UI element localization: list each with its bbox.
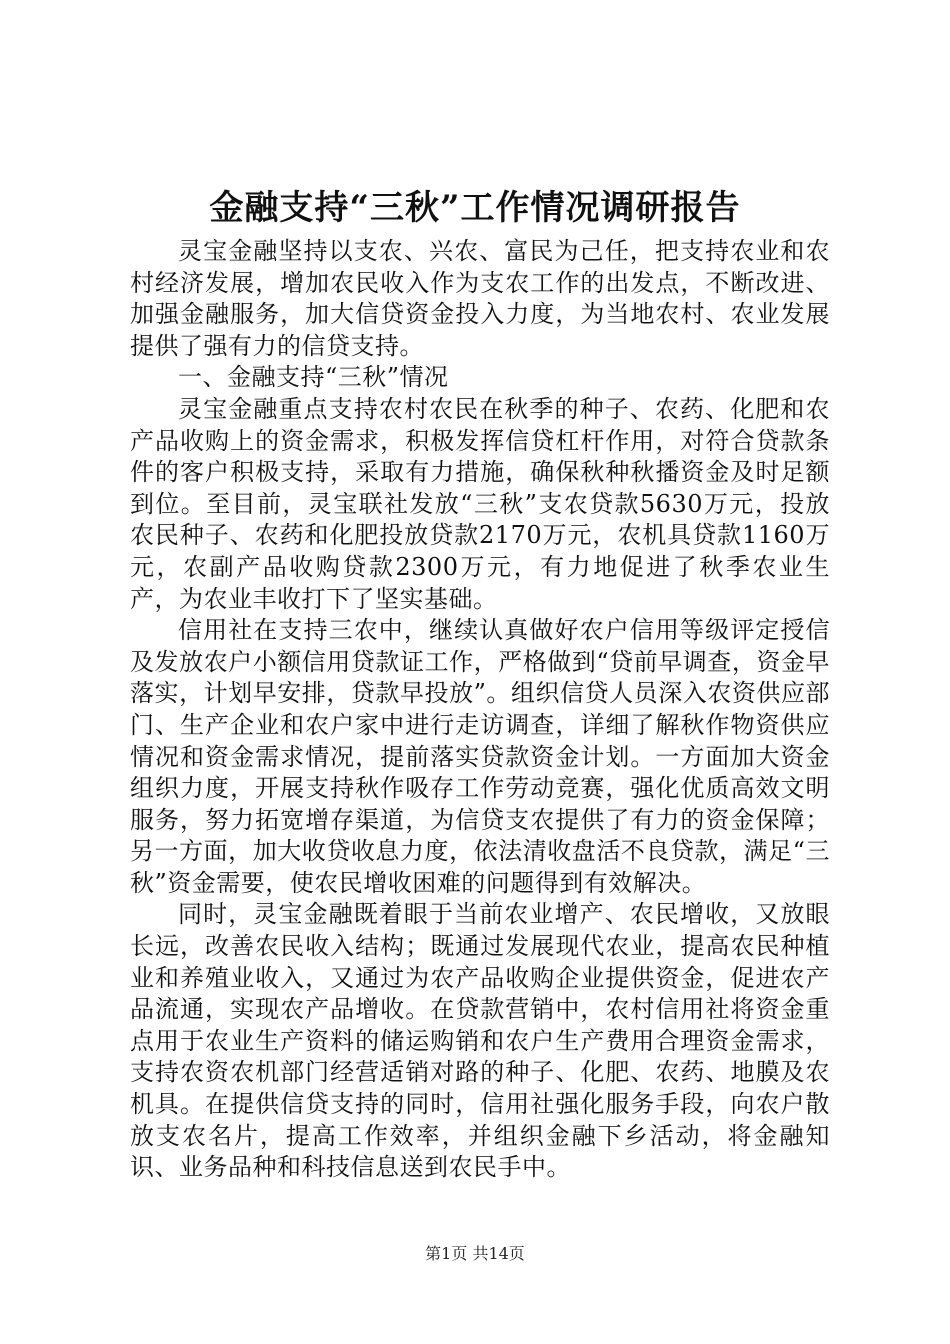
document-title: 金融支持“三秋”工作情况调研报告 — [209, 188, 741, 228]
paragraph-intro: 灵宝金融坚持以支农、兴农、富民为己任，把支持农业和农村经济发展，增加农民收入作为支农工作的出发点，不断改进、加强金融服务，加大信贷资金投入力度，为当地农村、农业发展提供了强有力的信贷支持。 — [130, 237, 830, 360]
page-footer: 第1页 共14页 — [425, 1244, 525, 1263]
paragraph-loans: 灵宝金融重点支持农村农民在秋季的种子、农药、化肥和农产品收购上的资金需求，积极发挥信贷杠杆作用，对符合贷款条件的客户积极支持，采取有力措施，确保秋种秋播资金及时足额到位。至目前，灵宝联社发放“三秋”支农贷款5630万元，投放农民种子、农药和化肥投放贷款2170万元，农机具贷款1160万元，农副产品收购贷款2300万元，有力地促进了秋季农业生产，为农业丰收打下了坚实基础。 — [130, 394, 830, 613]
paragraph-income-structure: 同时，灵宝金融既着眼于当前农业增产、农民增收，又放眼长远，改善农民收入结构；既通过发展现代农业，提高农民种植业和养殖业收入，又通过为农产品收购企业提供资金，促进农产品流通，实现农产品增收。在贷款营销中，农村信用社将资金重点用于农业生产资料的储运购销和农户生产费用合理资金需求，支持农资农机部门经营适销对路的种子、化肥、农药、地膜及农机具。在提供信贷支持的同时，信用社强化服务手段，向农户散放支农名片，提高工作效率，并组织金融下乡活动，将金融知识、业务品种和科技信息送到农民手中。 — [130, 900, 830, 1182]
document-body — [130, 236, 830, 1184]
section-heading: 一、金融支持“三秋”情况 — [178, 363, 449, 392]
paragraph-credit-union: 信用社在支持三农中，继续认真做好农户信用等级评定授信及发放农户小额信用贷款证工作，严格做到“贷前早调查，资金早落实，计划早安排，贷款早投放”。组织信贷人员深入农资供应部门、生产企业和农户家中进行走访调查，详细了解秋作物资供应情况和资金需求情况，提前落实贷款资金计划。一方面加大资金组织力度，开展支持秋作吸存工作劳动竞赛，强化优质高效文明服务，努力拓宽增存渠道，为信贷支农提供了有力的资金保障；另一方面，加大收贷收息力度，依法清收盘活不良贷款，满足“三秋”资金需要，使农民增收困难的问题得到有效解决。 — [130, 616, 830, 897]
